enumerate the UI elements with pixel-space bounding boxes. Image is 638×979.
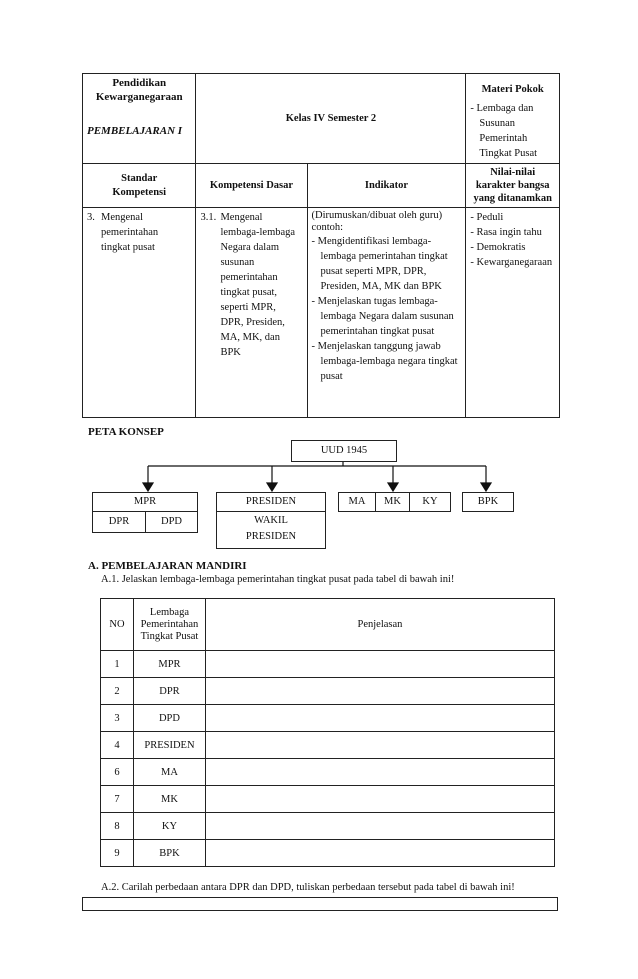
row-lembaga: PRESIDEN [133, 732, 205, 759]
col-indikator: Indikator [307, 164, 466, 208]
nilai-item: - Kewarganegaraan [470, 255, 555, 270]
ma-box [338, 492, 376, 512]
table-row [101, 759, 555, 786]
col-sk: Standar Kompetensi [83, 164, 196, 208]
row-lembaga: KY [133, 813, 205, 840]
wakil-presiden-label: WAKIL PRESIDEN [245, 515, 297, 542]
col-penjelasan: Penjelasan [205, 599, 554, 651]
row-penjelasan-field[interactable] [205, 759, 554, 786]
uud-1945-label: UUD 1945 [320, 445, 368, 456]
table-row [101, 678, 555, 705]
peta-konsep-title: PETA KONSEP [88, 426, 164, 438]
table-row [101, 840, 555, 867]
row-number: 2 [101, 678, 134, 705]
table-row [101, 732, 555, 759]
row-lembaga: BPK [133, 840, 205, 867]
uud-1945-box [291, 440, 397, 462]
row-lembaga: DPD [133, 705, 205, 732]
indikator-intro: (Dirumuskan/dibuat oleh guru) contoh: [311, 210, 443, 233]
row-penjelasan-field[interactable] [205, 840, 554, 867]
row-lembaga: DPR [133, 678, 205, 705]
row-number: 9 [101, 840, 134, 867]
col-kd: Kompetensi Dasar [196, 164, 307, 208]
indikator-item: - Menjelaskan tanggung jawab lembaga-lembaga negara tingkat pusat [312, 339, 462, 384]
instruction-a1: A.1. Jelaskan lembaga-lembaga pemerintahan tingkat pusat pada tabel di bawah ini! [101, 574, 455, 585]
dpr-box [92, 511, 146, 533]
presiden-label: PRESIDEN [245, 496, 297, 507]
indikator-item: - Menjelaskan tugas lembaga-lembaga Negara dalam susunan pemerintahan tingkat pusat [312, 294, 462, 339]
row-penjelasan-field[interactable] [205, 813, 554, 840]
row-number: 4 [101, 732, 134, 759]
lembaga-table [100, 598, 555, 867]
row-penjelasan-field[interactable] [205, 732, 554, 759]
ky-label: KY [422, 496, 438, 507]
col-no: NO [101, 599, 134, 651]
row-lembaga: MK [133, 786, 205, 813]
sk-text: Mengenal pemerintahan tingkat pusat [101, 212, 159, 253]
col-nilai: Nilai-nilai karakter bangsa yang ditanamkan [466, 164, 560, 208]
materi-title: Materi Pokok [481, 84, 544, 95]
table-row [101, 651, 555, 678]
kd-number: 3.1. [200, 212, 217, 223]
lembaga-rows [101, 651, 555, 867]
wakil-presiden-box [216, 511, 326, 549]
sk-number: 3. [87, 212, 95, 223]
ma-label: MA [348, 496, 366, 507]
row-number: 1 [101, 651, 134, 678]
dpr-dpd-table-top [82, 897, 558, 911]
row-number: 6 [101, 759, 134, 786]
presiden-box [216, 492, 326, 512]
table-row [101, 813, 555, 840]
table-row [101, 705, 555, 732]
ky-box [409, 492, 451, 512]
instruction-a2: A.2. Carilah perbedaan antara DPR dan DPD, tuliskan perbedaan tersebut pada tabel di bawah ini! [101, 882, 515, 893]
indikator-item: - Mengidentifikasi lembaga-lembaga pemerintahan tingkat pusat seperti MPR, DPR, Presiden, MA, MK dan BPK [312, 234, 462, 294]
mk-box [375, 492, 410, 512]
row-penjelasan-field[interactable] [205, 705, 554, 732]
subject-label: Pendidikan Kewarganegaraan [95, 77, 183, 103]
row-lembaga: MA [133, 759, 205, 786]
col-lembaga: Lembaga Pemerintahan Tingkat Pusat [133, 599, 205, 651]
lesson-label: PEMBELAJARAN I [87, 125, 183, 137]
bpk-box [462, 492, 514, 512]
table-row [101, 786, 555, 813]
dpd-box [145, 511, 198, 533]
bpk-label: BPK [477, 496, 499, 507]
class-semester: Kelas IV Semester 2 [285, 113, 377, 124]
kd-text: Mengenal lembaga-lembaga Negara dalam susunan pemerintahan tingkat pusat, seperti MPR, DPR, Presiden, MA, MK, dan BPK [220, 212, 296, 358]
dpd-label: DPD [160, 516, 182, 527]
nilai-item: - Rasa ingin tahu [470, 225, 555, 240]
nilai-item: - Peduli [470, 210, 555, 225]
row-number: 7 [101, 786, 134, 813]
row-penjelasan-field[interactable] [205, 786, 554, 813]
mpr-box [92, 492, 198, 512]
row-penjelasan-field[interactable] [205, 651, 554, 678]
row-number: 3 [101, 705, 134, 732]
mk-label: MK [384, 496, 401, 507]
row-lembaga: MPR [133, 651, 205, 678]
section-a-title: A. PEMBELAJARAN MANDIRI [88, 560, 247, 572]
row-penjelasan-field[interactable] [205, 678, 554, 705]
row-number: 8 [101, 813, 134, 840]
materi-item: - Lembaga dan Susunan Pemerintah Tingkat Pusat [470, 101, 555, 161]
dpr-label: DPR [108, 516, 130, 527]
nilai-item: - Demokratis [470, 240, 555, 255]
mpr-label: MPR [133, 496, 157, 507]
